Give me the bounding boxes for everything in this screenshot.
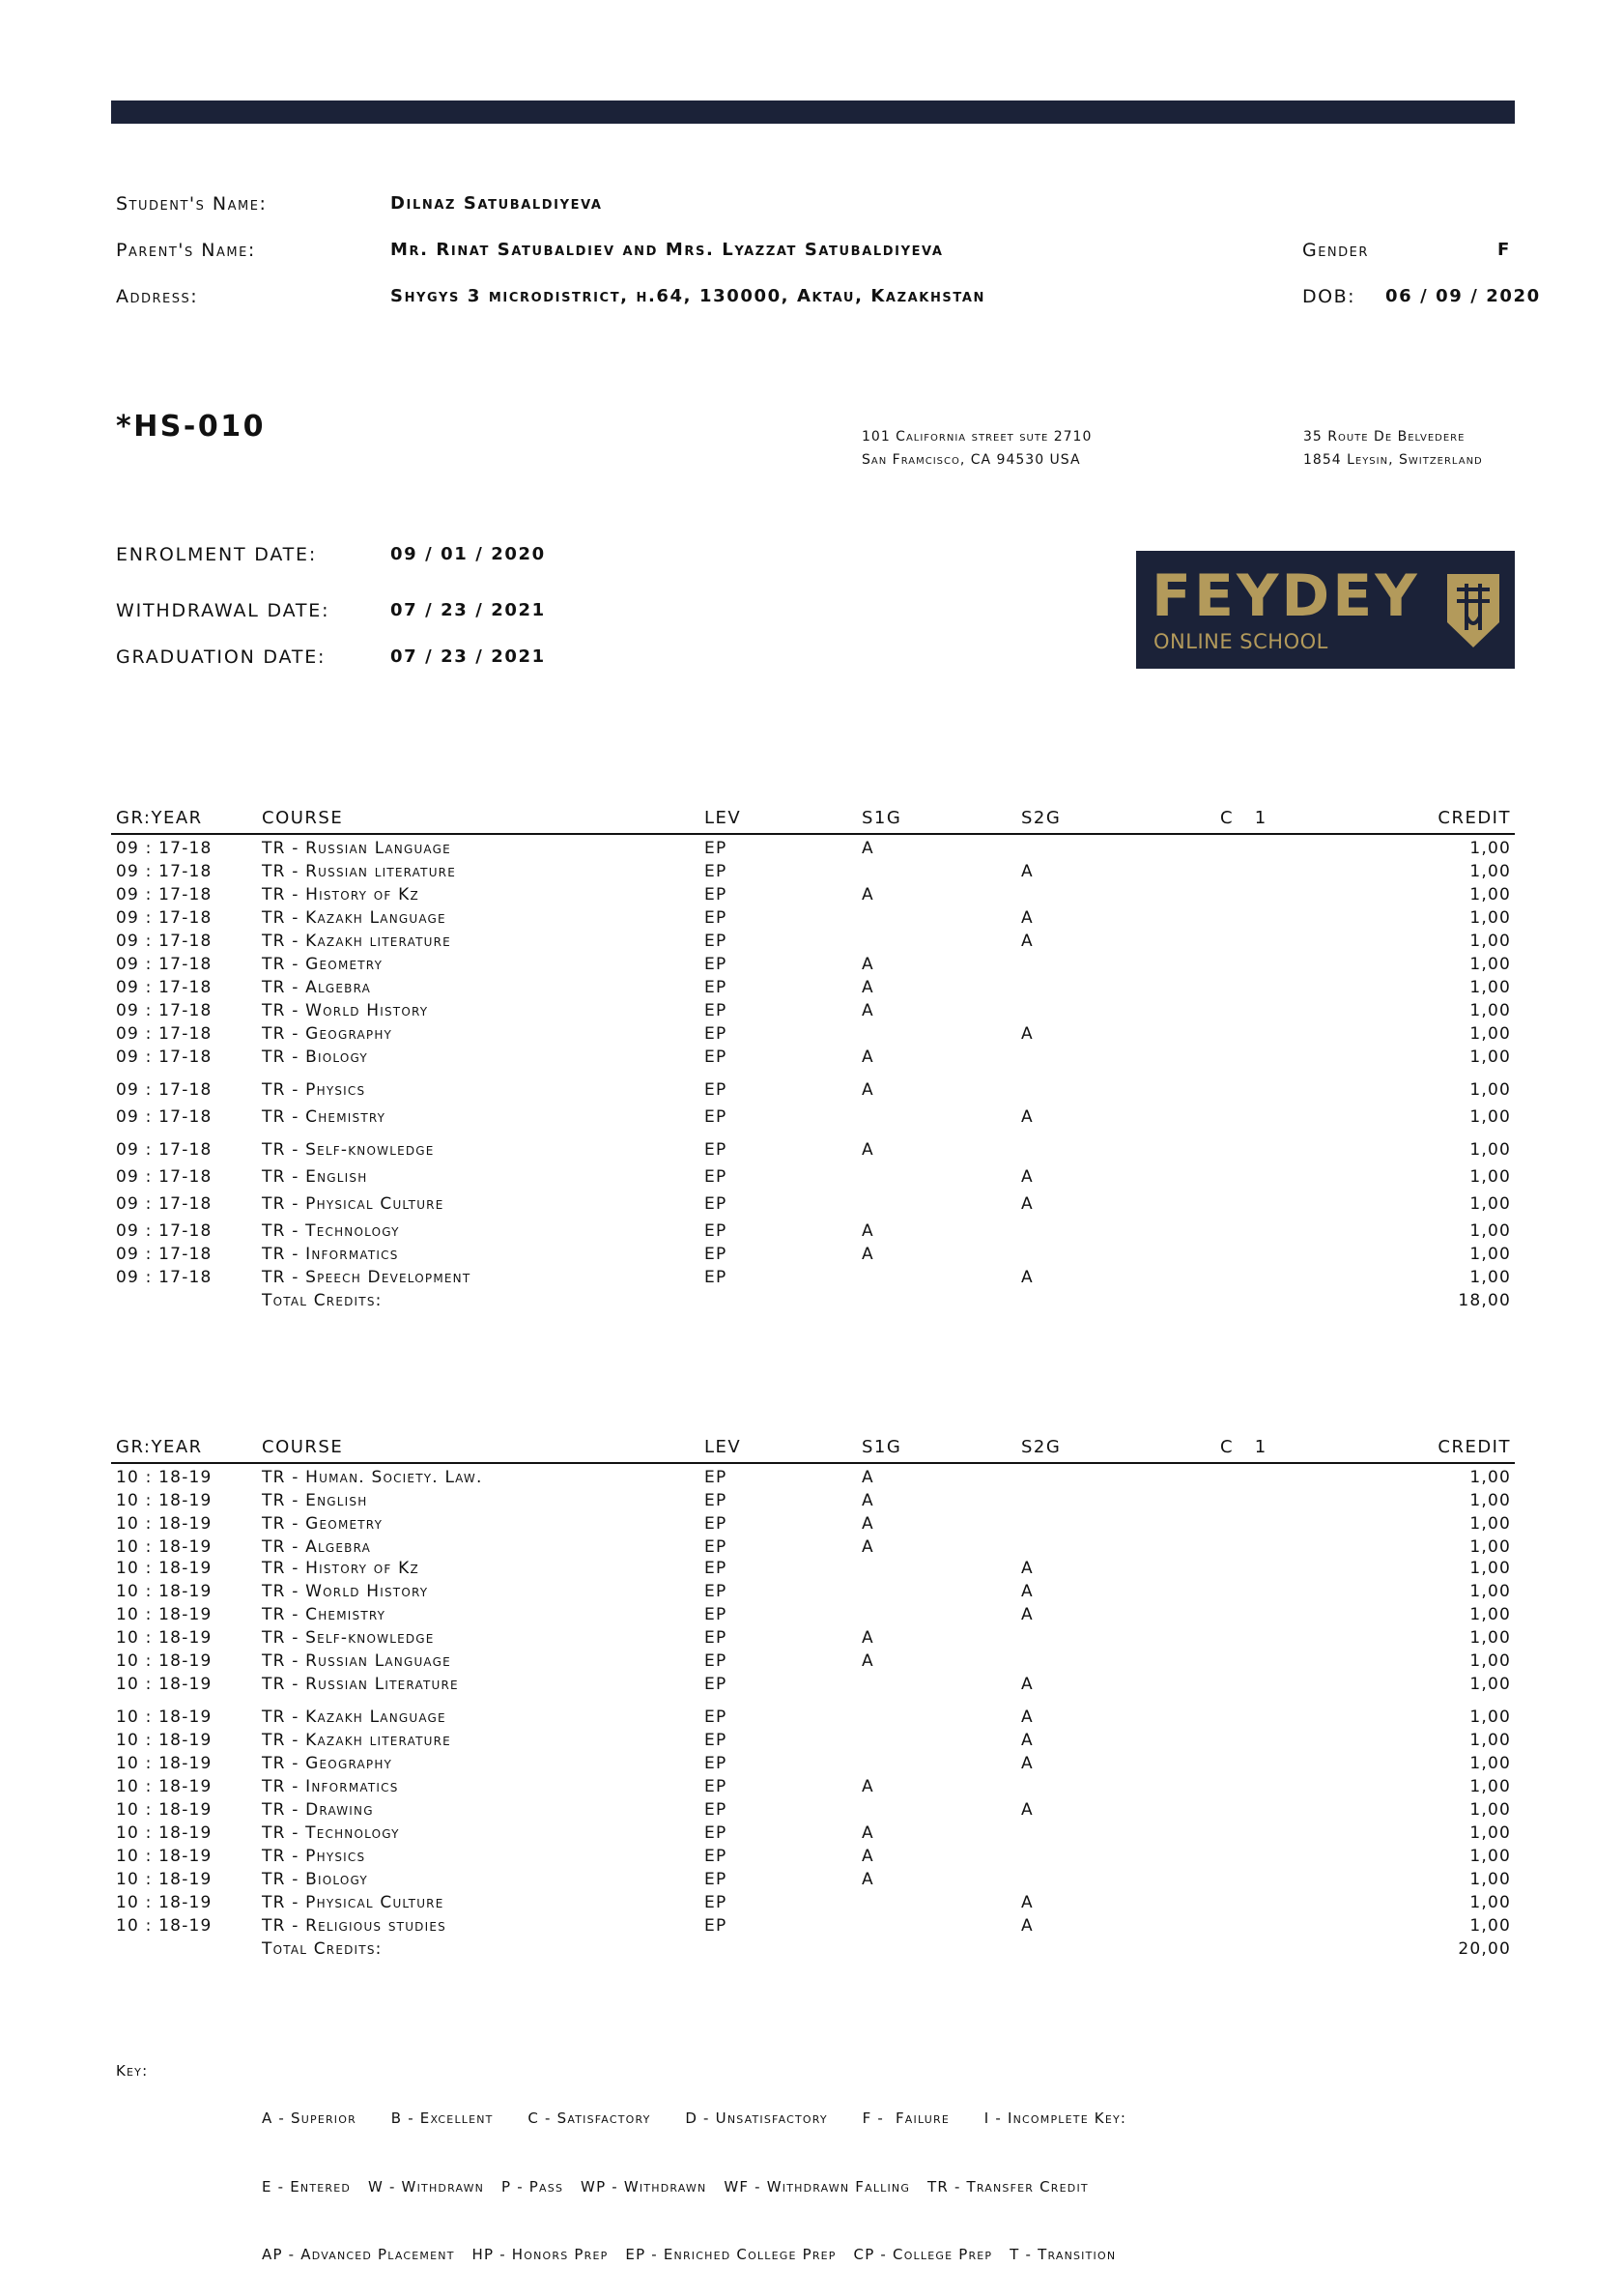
- total-credits-value: 18,00: [1458, 1291, 1511, 1310]
- column-header-credit: CREDIT: [1438, 1437, 1511, 1457]
- semester2-grade-cell: A: [1021, 1268, 1034, 1287]
- level-cell: EP: [704, 1870, 727, 1889]
- credit-cell: 1,00: [1469, 1194, 1511, 1214]
- credit-cell: 1,00: [1469, 885, 1511, 904]
- semester1-grade-cell: A: [862, 1001, 874, 1020]
- table-row: [111, 885, 1515, 908]
- credit-cell: 1,00: [1469, 1537, 1511, 1557]
- credit-cell: 1,00: [1469, 978, 1511, 997]
- semester2-grade-cell: A: [1021, 1194, 1034, 1214]
- level-cell: EP: [704, 1268, 727, 1287]
- year-cell: 10 : 18-19: [116, 1582, 213, 1601]
- semester2-grade-cell: A: [1021, 1708, 1034, 1727]
- credit-cell: 1,00: [1469, 1800, 1511, 1820]
- key-label: Key:: [116, 2062, 149, 2080]
- semester1-grade-cell: A: [862, 1514, 874, 1534]
- record-code: *HS-010: [116, 410, 266, 444]
- level-cell: EP: [704, 1916, 727, 1936]
- level-cell: EP: [704, 1893, 727, 1912]
- semester2-grade-cell: A: [1021, 1893, 1034, 1912]
- year-cell: 10 : 18-19: [116, 1468, 213, 1487]
- semester1-grade-cell: A: [862, 1777, 874, 1796]
- year-cell: 10 : 18-19: [116, 1675, 213, 1694]
- parent-name-value: Mr. Rinat Satubaldiev and Mrs. Lyazzat Satubaldiyeva: [390, 240, 944, 260]
- graduation-date-value: 07 / 23 / 2021: [390, 646, 546, 667]
- table-row: [111, 1708, 1515, 1731]
- course-cell: TR - History of Kz: [262, 1559, 419, 1578]
- level-cell: EP: [704, 908, 727, 928]
- semester1-grade-cell: A: [862, 1468, 874, 1487]
- credit-cell: 1,00: [1469, 1628, 1511, 1648]
- year-cell: 10 : 18-19: [116, 1731, 213, 1750]
- semester1-grade-cell: A: [862, 1847, 874, 1866]
- credit-cell: 1,00: [1469, 1024, 1511, 1044]
- year-cell: 10 : 18-19: [116, 1800, 213, 1820]
- course-cell: TR - Technology: [262, 1823, 400, 1843]
- year-cell: 09 : 17-18: [116, 1221, 213, 1241]
- semester1-grade-cell: A: [862, 839, 874, 858]
- year-cell: 10 : 18-19: [116, 1847, 213, 1866]
- course-cell: TR - Kazakh literature: [262, 1731, 451, 1750]
- enrolment-date-value: 09 / 01 / 2020: [390, 544, 546, 564]
- credit-cell: 1,00: [1469, 839, 1511, 858]
- course-cell: TR - Algebra: [262, 1537, 372, 1557]
- credit-cell: 1,00: [1469, 1605, 1511, 1624]
- level-cell: EP: [704, 1537, 727, 1557]
- course-cell: TR - Informatics: [262, 1777, 399, 1796]
- year-cell: 09 : 17-18: [116, 1268, 213, 1287]
- table-row: [111, 1468, 1515, 1491]
- table-row: [111, 955, 1515, 978]
- table-row: [111, 1916, 1515, 1939]
- level-cell: EP: [704, 1514, 727, 1534]
- semester2-grade-cell: A: [1021, 1675, 1034, 1694]
- year-cell: 10 : 18-19: [116, 1651, 213, 1671]
- year-cell: 10 : 18-19: [116, 1870, 213, 1889]
- semester1-grade-cell: A: [862, 1491, 874, 1510]
- year-cell: 09 : 17-18: [116, 1024, 213, 1044]
- year-cell: 09 : 17-18: [116, 908, 213, 928]
- total-credits-value: 20,00: [1458, 1939, 1511, 1959]
- semester2-grade-cell: A: [1021, 1754, 1034, 1773]
- credit-cell: 1,00: [1469, 1731, 1511, 1750]
- table-row: [111, 1537, 1515, 1561]
- semester1-grade-cell: A: [862, 1628, 874, 1648]
- credit-cell: 1,00: [1469, 1754, 1511, 1773]
- course-cell: TR - Russian Language: [262, 1651, 451, 1671]
- level-cell: EP: [704, 1024, 727, 1044]
- course-cell: TR - Human. Society. Law.: [262, 1468, 483, 1487]
- credit-cell: 1,00: [1469, 1140, 1511, 1160]
- graduation-date-label: GRADUATION DATE:: [116, 646, 327, 668]
- office-us-line: San Framcisco, CA 94530 USA: [862, 452, 1081, 468]
- total-credits-row: [111, 1291, 1515, 1314]
- table-row: [111, 1823, 1515, 1847]
- credit-cell: 1,00: [1469, 932, 1511, 951]
- table-row: [111, 1800, 1515, 1823]
- course-cell: TR - Drawing: [262, 1800, 374, 1820]
- course-cell: TR - Kazakh literature: [262, 932, 451, 951]
- course-cell: TR - Russian literature: [262, 862, 456, 881]
- total-credits-label: Total Credits:: [262, 1939, 383, 1959]
- credit-cell: 1,00: [1469, 1847, 1511, 1866]
- column-header-course: COURSE: [262, 808, 344, 828]
- semester2-grade-cell: A: [1021, 1731, 1034, 1750]
- semester2-grade-cell: A: [1021, 1024, 1034, 1044]
- credit-cell: 1,00: [1469, 1107, 1511, 1127]
- table-row: [111, 862, 1515, 885]
- course-cell: TR - Physical Culture: [262, 1893, 444, 1912]
- year-cell: 10 : 18-19: [116, 1893, 213, 1912]
- level-cell: EP: [704, 1800, 727, 1820]
- semester2-grade-cell: A: [1021, 1559, 1034, 1578]
- course-cell: TR - Geography: [262, 1024, 393, 1044]
- semester2-grade-cell: A: [1021, 1107, 1034, 1127]
- course-cell: TR - Physical Culture: [262, 1194, 444, 1214]
- column-header-s2: S2G: [1021, 1437, 1062, 1457]
- credit-cell: 1,00: [1469, 1777, 1511, 1796]
- column-header-s1: S1G: [862, 1437, 902, 1457]
- level-cell: EP: [704, 1777, 727, 1796]
- table-row: [111, 1777, 1515, 1800]
- office-ch-address: [1303, 425, 1483, 472]
- semester1-grade-cell: A: [862, 1245, 874, 1264]
- semester2-grade-cell: A: [1021, 1800, 1034, 1820]
- table-row: [111, 978, 1515, 1001]
- level-cell: EP: [704, 1675, 727, 1694]
- table-row: [111, 1870, 1515, 1893]
- level-cell: EP: [704, 955, 727, 974]
- level-cell: EP: [704, 1847, 727, 1866]
- year-cell: 09 : 17-18: [116, 1107, 213, 1127]
- column-header-s1: S1G: [862, 808, 902, 828]
- table-row: [111, 1731, 1515, 1754]
- level-cell: EP: [704, 1001, 727, 1020]
- table-row: [111, 839, 1515, 862]
- credit-cell: 1,00: [1469, 1468, 1511, 1487]
- table-row: [111, 1559, 1515, 1582]
- level-cell: EP: [704, 1708, 727, 1727]
- level-cell: EP: [704, 932, 727, 951]
- year-cell: 09 : 17-18: [116, 1001, 213, 1020]
- table-row: [111, 1140, 1515, 1163]
- column-header-c1: C 1: [1220, 808, 1267, 828]
- column-header-lev: LEV: [704, 1437, 742, 1457]
- year-cell: 10 : 18-19: [116, 1537, 213, 1557]
- course-cell: TR - Self-knowledge: [262, 1140, 435, 1160]
- feydey-logo: [1136, 551, 1515, 669]
- enrolment-date-label: ENROLMENT DATE:: [116, 544, 318, 565]
- year-cell: 10 : 18-19: [116, 1559, 213, 1578]
- course-cell: TR - Algebra: [262, 978, 372, 997]
- column-header-lev: LEV: [704, 808, 742, 828]
- course-cell: TR - Geometry: [262, 955, 384, 974]
- course-cell: TR - Self-knowledge: [262, 1628, 435, 1648]
- year-cell: 09 : 17-18: [116, 1194, 213, 1214]
- year-cell: 10 : 18-19: [116, 1777, 213, 1796]
- level-cell: EP: [704, 839, 727, 858]
- level-cell: EP: [704, 978, 727, 997]
- year-cell: 10 : 18-19: [116, 1823, 213, 1843]
- year-cell: 09 : 17-18: [116, 955, 213, 974]
- column-header-s2: S2G: [1021, 808, 1062, 828]
- level-cell: EP: [704, 1107, 727, 1127]
- year-cell: 09 : 17-18: [116, 1048, 213, 1067]
- level-cell: EP: [704, 1754, 727, 1773]
- year-cell: 10 : 18-19: [116, 1514, 213, 1534]
- course-cell: TR - Russian Language: [262, 839, 451, 858]
- credit-cell: 1,00: [1469, 1675, 1511, 1694]
- office-us-line: 101 California street sute 2710: [862, 429, 1093, 445]
- total-credits-row: [111, 1939, 1515, 1963]
- course-cell: TR - Geography: [262, 1754, 393, 1773]
- level-cell: EP: [704, 1080, 727, 1100]
- column-header-year: GR:YEAR: [116, 808, 203, 828]
- semester1-grade-cell: A: [862, 1537, 874, 1557]
- credit-cell: 1,00: [1469, 1080, 1511, 1100]
- course-cell: TR - World History: [262, 1001, 429, 1020]
- semester2-grade-cell: A: [1021, 1605, 1034, 1624]
- year-cell: 10 : 18-19: [116, 1916, 213, 1936]
- course-cell: TR - Technology: [262, 1221, 400, 1241]
- course-cell: TR - Chemistry: [262, 1605, 386, 1624]
- office-ch-line: 1854 Leysin, Switzerland: [1303, 452, 1483, 468]
- year-cell: 09 : 17-18: [116, 1140, 213, 1160]
- year-cell: 09 : 17-18: [116, 862, 213, 881]
- table-header-row: [111, 806, 1515, 835]
- credit-cell: 1,00: [1469, 1559, 1511, 1578]
- top-banner-bar: [111, 100, 1515, 124]
- gender-label: Gender: [1302, 240, 1369, 261]
- semester2-grade-cell: A: [1021, 932, 1034, 951]
- level-cell: EP: [704, 1628, 727, 1648]
- table-row: [111, 1245, 1515, 1268]
- credit-cell: 1,00: [1469, 1651, 1511, 1671]
- table-row: [111, 1675, 1515, 1698]
- table-row: [111, 1268, 1515, 1291]
- credit-cell: 1,00: [1469, 1245, 1511, 1264]
- course-cell: TR - Religious studies: [262, 1916, 446, 1936]
- credit-cell: 1,00: [1469, 1491, 1511, 1510]
- column-header-course: COURSE: [262, 1437, 344, 1457]
- logo-wordmark: FEYDEY: [1152, 562, 1420, 630]
- semester1-grade-cell: A: [862, 1823, 874, 1843]
- course-cell: TR - Kazakh Language: [262, 1708, 446, 1727]
- year-cell: 09 : 17-18: [116, 1245, 213, 1264]
- withdrawal-date-value: 07 / 23 / 2021: [390, 600, 546, 620]
- course-cell: TR - Physics: [262, 1080, 366, 1100]
- table-row: [111, 932, 1515, 955]
- semester1-grade-cell: A: [862, 1048, 874, 1067]
- credit-cell: 1,00: [1469, 1708, 1511, 1727]
- semester1-grade-cell: A: [862, 1140, 874, 1160]
- table-header-row: [111, 1435, 1515, 1464]
- course-cell: TR - Informatics: [262, 1245, 399, 1264]
- semester1-grade-cell: A: [862, 1870, 874, 1889]
- table-row: [111, 908, 1515, 932]
- year-cell: 09 : 17-18: [116, 1080, 213, 1100]
- table-row: [111, 1847, 1515, 1870]
- table-row: [111, 1605, 1515, 1628]
- level-cell: EP: [704, 1823, 727, 1843]
- credit-cell: 1,00: [1469, 1001, 1511, 1020]
- gender-value: F: [1497, 240, 1511, 260]
- credit-cell: 1,00: [1469, 862, 1511, 881]
- credit-cell: 1,00: [1469, 1514, 1511, 1534]
- credit-cell: 1,00: [1469, 1582, 1511, 1601]
- crest-icon: [1445, 572, 1501, 649]
- dob-value: 06 / 09 / 2020: [1385, 286, 1541, 306]
- level-cell: EP: [704, 1048, 727, 1067]
- semester1-grade-cell: A: [862, 1080, 874, 1100]
- credit-cell: 1,00: [1469, 1167, 1511, 1187]
- table-row: [111, 1024, 1515, 1048]
- level-cell: EP: [704, 1605, 727, 1624]
- course-cell: TR - Russian Literature: [262, 1675, 459, 1694]
- level-cell: EP: [704, 1582, 727, 1601]
- total-credits-label: Total Credits:: [262, 1291, 383, 1310]
- semester1-grade-cell: A: [862, 978, 874, 997]
- credit-cell: 1,00: [1469, 1870, 1511, 1889]
- table-row: [111, 1893, 1515, 1916]
- course-cell: TR - Geometry: [262, 1514, 384, 1534]
- course-cell: TR - English: [262, 1491, 368, 1510]
- course-cell: TR - Chemistry: [262, 1107, 386, 1127]
- course-cell: TR - Kazakh Language: [262, 908, 446, 928]
- dob-label: DOB:: [1302, 286, 1356, 307]
- level-cell: EP: [704, 1559, 727, 1578]
- semester2-grade-cell: A: [1021, 908, 1034, 928]
- level-cell: EP: [704, 1468, 727, 1487]
- course-cell: TR - World History: [262, 1582, 429, 1601]
- semester1-grade-cell: A: [862, 955, 874, 974]
- year-cell: 10 : 18-19: [116, 1754, 213, 1773]
- withdrawal-date-label: WITHDRAWAL DATE:: [116, 600, 330, 621]
- table-row: [111, 1754, 1515, 1777]
- credit-cell: 1,00: [1469, 1893, 1511, 1912]
- course-cell: TR - Biology: [262, 1870, 368, 1889]
- level-cell: EP: [704, 1651, 727, 1671]
- level-cell: EP: [704, 1221, 727, 1241]
- student-name-label: Student's Name:: [116, 193, 268, 215]
- table-row: [111, 1080, 1515, 1104]
- level-cell: EP: [704, 1491, 727, 1510]
- semester2-grade-cell: A: [1021, 862, 1034, 881]
- table-row: [111, 1048, 1515, 1071]
- year-cell: 09 : 17-18: [116, 978, 213, 997]
- parent-name-label: Parent's Name:: [116, 240, 256, 261]
- year-cell: 09 : 17-18: [116, 839, 213, 858]
- address-value: Shygys 3 microdistrict, h.64, 130000, Aktau, Kazakhstan: [390, 286, 985, 306]
- logo-subtitle: ONLINE SCHOOL: [1153, 630, 1328, 653]
- table-row: [111, 1514, 1515, 1537]
- table-row: [111, 1628, 1515, 1651]
- office-ch-line: 35 Route De Belvedere: [1303, 429, 1466, 445]
- table-row: [111, 1221, 1515, 1245]
- credit-cell: 1,00: [1469, 955, 1511, 974]
- student-name-value: Dilnaz Satubaldiyeva: [390, 193, 603, 214]
- credit-cell: 1,00: [1469, 908, 1511, 928]
- key-line: AP - Advanced Placement HP - Honors Prep EP - Enriched College Prep CP - College Prep T - Transition: [262, 2246, 1117, 2263]
- level-cell: EP: [704, 862, 727, 881]
- semester1-grade-cell: A: [862, 1651, 874, 1671]
- course-cell: TR - English: [262, 1167, 368, 1187]
- semester2-grade-cell: A: [1021, 1582, 1034, 1601]
- course-cell: TR - Physics: [262, 1847, 366, 1866]
- transcript-table-grade-9: [111, 806, 1515, 1308]
- key-legend: [262, 2062, 1126, 2289]
- course-cell: TR - Biology: [262, 1048, 368, 1067]
- table-row: [111, 1491, 1515, 1514]
- key-line: A - Superior B - Excellent C - Satisfactory D - Unsatisfactory F - Failure I - Incomplete Key:: [262, 2109, 1127, 2127]
- semester1-grade-cell: A: [862, 885, 874, 904]
- year-cell: 10 : 18-19: [116, 1605, 213, 1624]
- office-us-address: [862, 425, 1092, 472]
- level-cell: EP: [704, 1731, 727, 1750]
- level-cell: EP: [704, 1245, 727, 1264]
- level-cell: EP: [704, 1140, 727, 1160]
- table-row: [111, 1001, 1515, 1024]
- semester2-grade-cell: A: [1021, 1167, 1034, 1187]
- key-line: E - Entered W - Withdrawn P - Pass WP - Withdrawn WF - Withdrawn Falling TR - Transfer Credit: [262, 2177, 1089, 2196]
- semester2-grade-cell: A: [1021, 1916, 1034, 1936]
- credit-cell: 1,00: [1469, 1916, 1511, 1936]
- transcript-table-grade-10: [111, 1435, 1515, 1957]
- column-header-c1: C 1: [1220, 1437, 1267, 1457]
- credit-cell: 1,00: [1469, 1823, 1511, 1843]
- year-cell: 09 : 17-18: [116, 885, 213, 904]
- table-row: [111, 1651, 1515, 1675]
- course-cell: TR - Speech Development: [262, 1268, 471, 1287]
- table-row: [111, 1582, 1515, 1605]
- year-cell: 09 : 17-18: [116, 932, 213, 951]
- semester1-grade-cell: A: [862, 1221, 874, 1241]
- level-cell: EP: [704, 1167, 727, 1187]
- table-row: [111, 1194, 1515, 1218]
- credit-cell: 1,00: [1469, 1221, 1511, 1241]
- year-cell: 10 : 18-19: [116, 1628, 213, 1648]
- credit-cell: 1,00: [1469, 1268, 1511, 1287]
- table-row: [111, 1167, 1515, 1191]
- column-header-credit: CREDIT: [1438, 808, 1511, 828]
- table-row: [111, 1107, 1515, 1131]
- level-cell: EP: [704, 1194, 727, 1214]
- course-cell: TR - History of Kz: [262, 885, 419, 904]
- level-cell: EP: [704, 885, 727, 904]
- address-label: Address:: [116, 286, 199, 307]
- year-cell: 09 : 17-18: [116, 1167, 213, 1187]
- credit-cell: 1,00: [1469, 1048, 1511, 1067]
- column-header-year: GR:YEAR: [116, 1437, 203, 1457]
- year-cell: 10 : 18-19: [116, 1491, 213, 1510]
- year-cell: 10 : 18-19: [116, 1708, 213, 1727]
